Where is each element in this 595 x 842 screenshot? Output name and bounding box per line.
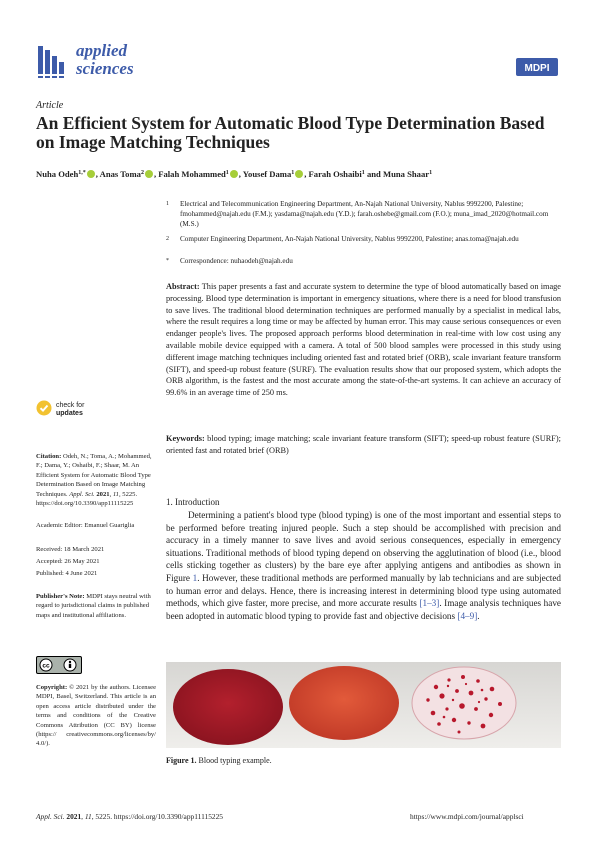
article-type: Article [36, 100, 64, 111]
journal-name-line1: applied [76, 41, 127, 60]
intro-paragraph: Determining a patient's blood type (blood typing) is one of the most important and essential steps to be performed before treating injured people. Such a step should be accomplished with precision and accuracy in a timely manner to save lives and avoid serious consequences, especially in emergency situations. Traditional methods of blood typing depend on observing the agglutination of blood (i.e., blood cells sticking together as clusters) by the bare eye after applying antigens and antibodies as shown in Figure 1. However, these traditional methods are performed manually by lab technicians and are subjected to human error and delays. Hence, there is increasing interest in determining blood type using automated methods, which give faster, more precise, and more accurate results [1–3]. Image analysis techniques have been adopted in automatic blood typing to provide fast and objective decisions [4–9]. [166, 510, 562, 621]
journal-url[interactable]: https://www.mdpi.com/journal/applsci [410, 812, 524, 821]
creative-commons-icon[interactable] [36, 656, 82, 674]
received-date: Received: 18 March 2021 [36, 546, 105, 553]
author-3: Yousef Dama [242, 169, 292, 179]
author-list: Nuha Odeh$^{1,*}$ , Anas Toma$^2$ , Falah Mohammed$^1$ , Yousef Dama$^1$ , Farah Oshaibi$^1$ and Muna Shaar$^1$ [36, 169, 433, 179]
blood-typing-figure [166, 662, 561, 748]
mdpi-logo[interactable] [516, 58, 558, 76]
author-0: Nuha Odeh [36, 169, 79, 179]
check-for-updates-icon[interactable] [36, 400, 52, 416]
affiliation-2: 2 Computer Engineering Department, An-Najah National University, Nablus 9992200, Palestine; anas.toma@najah.edu [166, 235, 519, 243]
published-date: Published: 4 June 2021 [36, 570, 98, 577]
abstract [166, 281, 561, 399]
applied-sciences-logo [36, 44, 70, 80]
affiliation-1: 1 Electrical and Telecommunication Engineering Department, An-Najah National University, Nablus 9992200, Palestine; fmohammed@najah.edu (F.M.); yasdama@najah.edu (Y.D.); farah.oshebe@gmail.com (F.O.); muna_imad_2020@hotmail.com (M.S.) [166, 200, 549, 228]
orcid-icon[interactable] [87, 170, 95, 178]
author-4: Farah Oshaibi [308, 169, 362, 179]
author-5: Muna Shaar [382, 169, 430, 179]
keywords-label: Keywords: [166, 434, 205, 443]
citation: Citation: Odeh, N.; Toma, A.; Mohammed, F.; Dama, Y.; Oshaibi, F.; Shaar, M. An Efficient System for Automatic Blood Type Determination Based on Image Matching Techniques. Appl. Sci. 2021, 11, 5225. https://doi.org/10.3390/app11115225 [36, 453, 152, 508]
abstract-text: This paper presents a fast and accurate system to determine the type of blood automatically based on image processing. Blood type determination is important in emergency situations, where there is a need for blood transfusion to save lives. The traditional blood determination techniques are performed manually by a specialist in medical labs, where the result requires a long time or may be affected by human error. This may cause serious consequences or even endanger people's lives. The proposed approach performs blood determination in real-time with low cost using any available mobile device equipped with a camera. A total of 500 blood samples were processed in this study using different image matching techniques including oriented fast and rotated brief (ORB), scale invariant feature transform (SIFT), and speed-up robust feature (SURF). The evaluation results show that our proposed system, which adopts the ORB algorithm, is the fastest and the most accurate among the state-of-the-art systems. It can achieve an accuracy of 99.6% in an average time of 250 ms. [166, 282, 561, 398]
check-for-updates[interactable]: check for updates [56, 402, 85, 417]
correspondence: * Correspondence: nuhaodeh@najah.edu [166, 257, 293, 265]
orcid-icon[interactable] [145, 170, 153, 178]
journal-name-line2: sciences [76, 59, 134, 78]
paper-title: An Efficient System for Automatic Blood Type Determination Based on Image Matching Techniques [36, 113, 545, 152]
section-heading: 1. Introduction [166, 497, 220, 507]
journal-name [76, 42, 134, 78]
author-1: Anas Toma [99, 169, 141, 179]
keywords [166, 433, 561, 457]
blood-sample-1 [173, 669, 283, 745]
figure-caption: Figure 1. Blood typing example. [166, 756, 272, 765]
copyright: Copyright: © 2021 by the authors. Licensee MDPI, Basel, Switzerland. This article is an open access article distributed under the terms and conditions of the Creative Commons Attribution (CC BY) license (https:// creativecommons.org/licenses/by/ 4.0/). [36, 684, 156, 748]
orcid-icon[interactable] [295, 170, 303, 178]
blood-sample-2 [289, 666, 399, 740]
svg-text:MDPI: MDPI [524, 63, 550, 74]
publishers-note: Publisher's Note: MDPI stays neutral with regard to jurisdictional claims in published maps and institutional affiliations. [36, 593, 151, 619]
citation-link[interactable]: [1–3] [419, 598, 440, 609]
citation-link[interactable]: [4–9] [457, 610, 478, 621]
author-2: Falah Mohammed [158, 169, 226, 179]
academic-editor: Academic Editor: Emanuel Guariglia [36, 522, 135, 529]
abstract-label: Abstract: [166, 282, 200, 291]
orcid-icon[interactable] [230, 170, 238, 178]
footer-citation: Appl. Sci. 2021, 11, 5225. https://doi.org/10.3390/app11115225 [36, 812, 223, 821]
accepted-date: Accepted: 26 May 2021 [36, 558, 100, 565]
figure-link[interactable]: 1 [192, 572, 198, 583]
keywords-text: blood typing; image matching; scale invariant feature transform (SIFT); speed-up robust feature (SURF); oriented fast and rotated brief (ORB) [166, 434, 561, 455]
svg-text:cc: cc [42, 662, 50, 670]
